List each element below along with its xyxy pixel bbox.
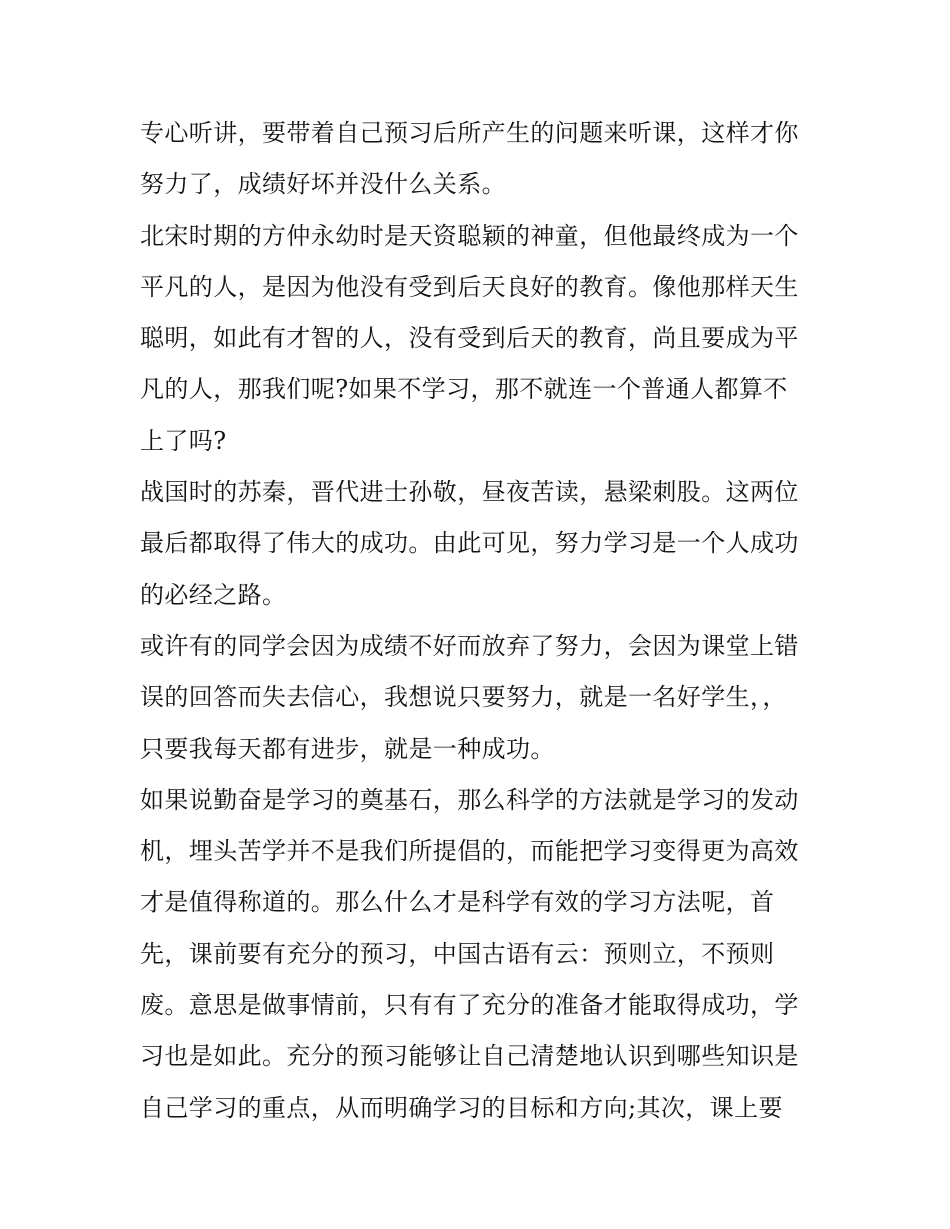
text-line: 努力了，成绩好坏并没什么关系。 xyxy=(140,170,506,199)
text-line: 误的回答而失去信心，我想说只要努力，就是一名好学生，， xyxy=(140,683,787,712)
text-line: 战国时的苏秦，晋代进士孙敬，昼夜苦读，悬梁刺股。这两位 xyxy=(140,478,799,507)
text-line: 废。意思是做事情前，只有有了充分的准备才能取得成功，学 xyxy=(140,991,799,1020)
text-line: 自己学习的重点，从而明确学习的目标和方向;其次，课上要 xyxy=(140,1093,783,1122)
text-line: 凡的人，那我们呢?如果不学习，那不就连一个普通人都算不 xyxy=(140,375,788,404)
text-line: 聪明，如此有才智的人，没有受到后天的教育，尚且要成为平 xyxy=(140,324,799,353)
text-line: 只要我每天都有进步，就是一种成功。 xyxy=(140,734,555,763)
text-line: 才是值得称道的。那么什么才是科学有效的学习方法呢，首 xyxy=(140,888,775,917)
text-line: 如果说勤奋是学习的奠基石，那么科学的方法就是学习的发动 xyxy=(140,785,799,814)
text-line: 的必经之路。 xyxy=(140,580,287,609)
text-line: 北宋时期的方仲永幼时是天资聪颖的神童，但他最终成为一个 xyxy=(140,221,799,250)
text-line: 平凡的人，是因为他没有受到后天良好的教育。像他那样天生 xyxy=(140,272,799,301)
text-line: 习也是如此。充分的预习能够让自己清楚地认识到哪些知识是 xyxy=(140,1042,799,1071)
text-line: 机，埋头苦学并不是我们所提倡的，而能把学习变得更为高效 xyxy=(140,837,799,866)
text-line: 上了吗? xyxy=(140,426,227,455)
text-line: 专心听讲，要带着自己预习后所产生的问题来听课，这样才你 xyxy=(140,119,799,147)
text-line: 最后都取得了伟大的成功。由此可见，努力学习是一个人成功 xyxy=(140,529,799,558)
text-line: 先，课前要有充分的预习，中国古语有云：预则立，不预则 xyxy=(140,939,775,968)
body-text xyxy=(140,108,830,1134)
text-line: 或许有的同学会因为成绩不好而放弃了努力，会因为课堂上错 xyxy=(140,631,799,660)
